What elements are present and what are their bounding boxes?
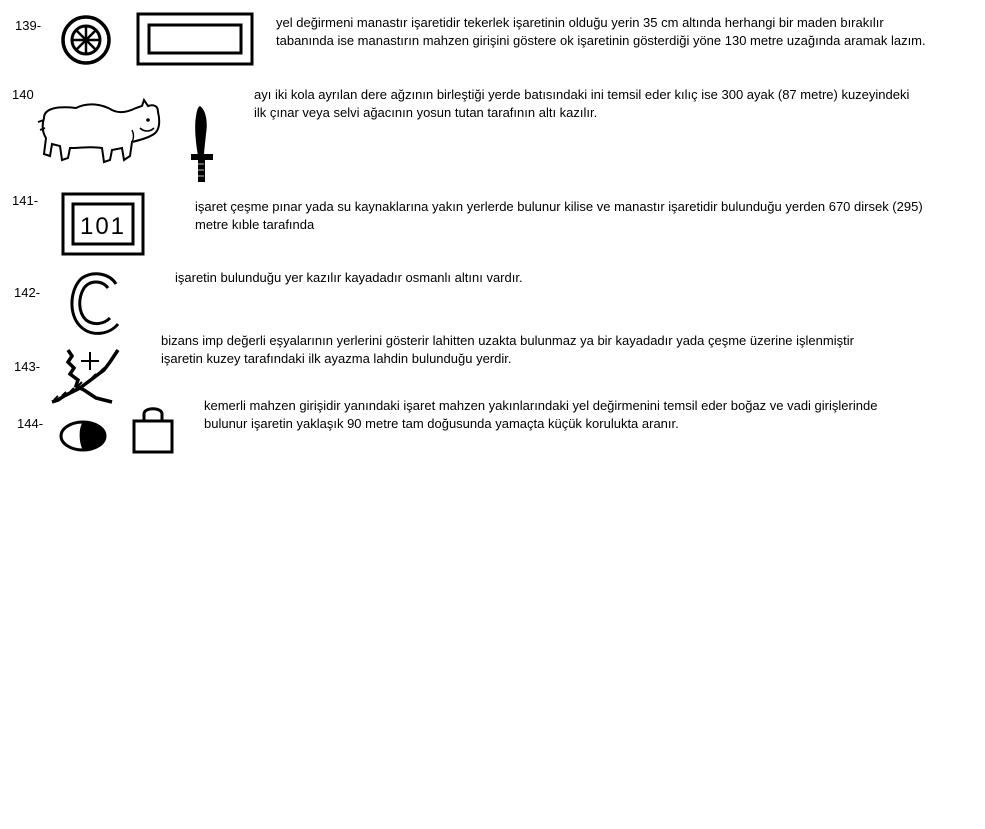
entry-141-line-2: metre kıble tarafında bbox=[195, 217, 315, 232]
entry-141-number: 141- bbox=[12, 193, 39, 208]
entry-144-line-2: bulunur işaretin yaklaşık 90 metre tam doğusunda yamaçta küçük korulukta aranır. bbox=[204, 416, 679, 431]
entry-143-number: 143- bbox=[14, 359, 41, 374]
entry-140-line-2: ilk çınar veya selvi ağacının yosun tutan tarafının altı kazılır. bbox=[254, 105, 598, 120]
entry-139-line-2: tabanında ise manastırın mahzen girişini göstere ok işaretinin gösterdiği yöne 130 metre uzağında aramak lazım. bbox=[276, 33, 926, 48]
entry-144-number: 144- bbox=[17, 416, 44, 431]
double-rectangle-symbol bbox=[136, 12, 254, 66]
entry-141-line-1: işaret çeşme pınar yada su kaynaklarına yakın yerlerde bulunur kilise ve manastır işaretidir bulunduğu yerden 670 dirsek (295) bbox=[195, 199, 923, 214]
entry-143-description bbox=[161, 332, 854, 368]
sword-symbol bbox=[188, 104, 218, 186]
entry-141-description bbox=[195, 198, 923, 234]
cross-x-symbol bbox=[48, 346, 124, 404]
entry-143-line-1: bizans imp değerli eşyalarının yerlerini gösterir lahitten uzakta bulunmaz ya bir kayadadır yada çeşme üzerine işlenmiştir bbox=[161, 333, 854, 348]
entry-143-line-2: işaretin kuzey tarafındaki ilk ayazma lahdin bulunduğu yerdir. bbox=[161, 351, 512, 366]
entry-144-line-1: kemerli mahzen girişidir yanındaki işaret mahzen yakınlarındaki yel değirmenini temsil eder boğaz ve vadi girişlerinde bbox=[204, 398, 878, 413]
entry-144-description bbox=[204, 397, 877, 433]
entry-140-line-1: ayı iki kola ayrılan dere ağzının birleştiği yerde batısındaki ini temsil eder kılıç ise 300 ayak (87 metre) kuzeyindeki bbox=[254, 87, 910, 102]
entry-139-number: 139- bbox=[15, 18, 42, 33]
entry-142-description bbox=[175, 269, 523, 287]
entry-140-description bbox=[254, 86, 909, 122]
crescent-symbol bbox=[66, 270, 122, 338]
symbol-101-text: 101 bbox=[79, 213, 127, 240]
entry-139-description bbox=[276, 14, 926, 50]
wheel-symbol bbox=[60, 14, 112, 66]
bag-symbol bbox=[131, 404, 175, 454]
bear-symbol bbox=[36, 98, 164, 170]
half-filled-eye-symbol bbox=[58, 418, 108, 454]
entry-140-number: 140 bbox=[12, 87, 34, 102]
entry-142-number: 142- bbox=[14, 285, 41, 300]
entry-139-line-1: yel değirmeni manastır işaretidir tekerlek işaretinin olduğu yerin 35 cm altında herhangi bir maden bırakılır bbox=[276, 15, 884, 30]
framed-101-symbol bbox=[61, 192, 145, 256]
entry-142-line-1: işaretin bulunduğu yer kazılır kayadadır osmanlı altını vardır. bbox=[175, 270, 523, 285]
